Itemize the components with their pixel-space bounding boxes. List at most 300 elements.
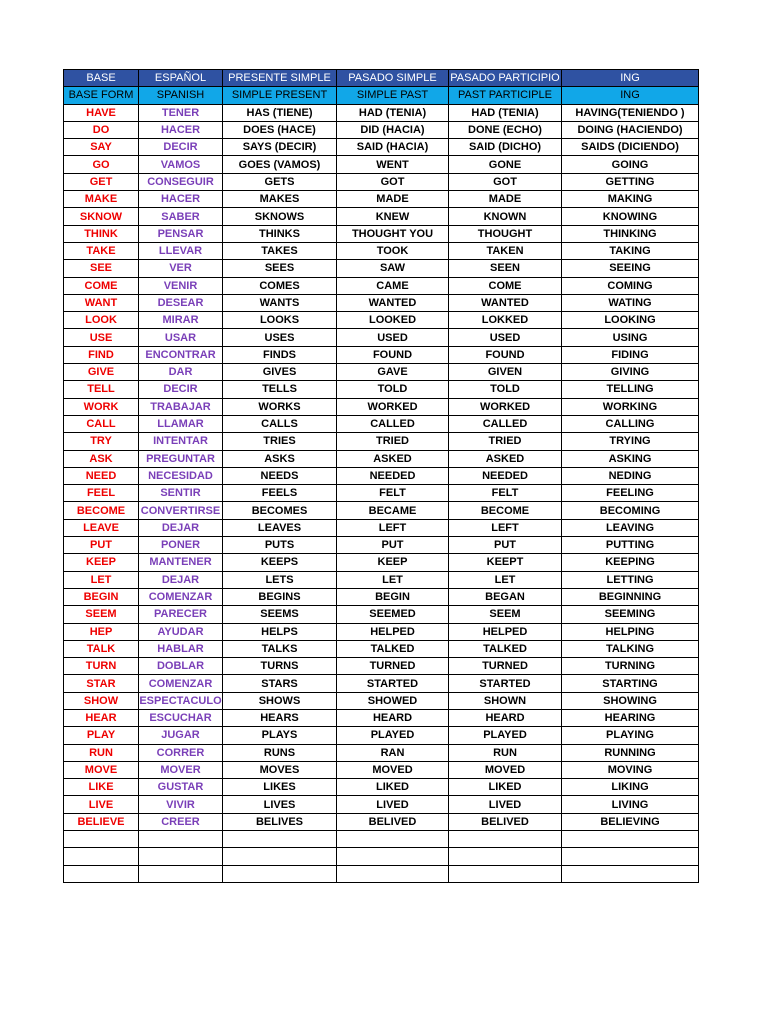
simple-past-cell: CALLED: [337, 415, 449, 432]
simple-present-cell: TALKS: [223, 640, 337, 657]
ing-form-cell: RUNNING: [562, 744, 699, 761]
simple-present-cell: WANTS: [223, 294, 337, 311]
header-cell: ING: [562, 87, 699, 104]
base-form-cell: SAY: [64, 139, 139, 156]
simple-past-cell: LIVED: [337, 796, 449, 813]
header-cell: ESPAÑOL: [139, 70, 223, 87]
table-row: [64, 796, 699, 813]
past-participle-cell: USED: [449, 329, 562, 346]
simple-past-cell: TRIED: [337, 433, 449, 450]
header-cell: SIMPLE PAST: [337, 87, 449, 104]
past-participle-cell: ASKED: [449, 450, 562, 467]
spanish-cell: TENER: [139, 104, 223, 121]
ing-form-cell: KEEPING: [562, 554, 699, 571]
base-form-cell: LIVE: [64, 796, 139, 813]
simple-present-cell: THINKS: [223, 225, 337, 242]
past-participle-cell: COME: [449, 277, 562, 294]
base-form-cell: MOVE: [64, 761, 139, 778]
table-row: [64, 606, 699, 623]
base-form-cell: NEED: [64, 467, 139, 484]
table-row: [64, 364, 699, 381]
table-row: [64, 502, 699, 519]
spanish-cell: DAR: [139, 364, 223, 381]
past-participle-cell: SAID (DICHO): [449, 139, 562, 156]
base-form-cell: MAKE: [64, 191, 139, 208]
simple-present-cell: MAKES: [223, 191, 337, 208]
base-form-cell: TURN: [64, 658, 139, 675]
table-row: [64, 139, 699, 156]
past-participle-cell: TOLD: [449, 381, 562, 398]
header-cell: PAST PARTICIPLE: [449, 87, 562, 104]
table-row: [64, 692, 699, 709]
table-row: [64, 450, 699, 467]
table-row: [64, 571, 699, 588]
simple-past-cell: SAID (HACIA): [337, 139, 449, 156]
table-row: [64, 433, 699, 450]
base-form-cell: TELL: [64, 381, 139, 398]
simple-present-cell: [223, 831, 337, 848]
past-participle-cell: [449, 848, 562, 865]
simple-past-cell: LEFT: [337, 519, 449, 536]
table-row: [64, 831, 699, 848]
past-participle-cell: PUT: [449, 537, 562, 554]
ing-form-cell: TALKING: [562, 640, 699, 657]
simple-past-cell: HELPED: [337, 623, 449, 640]
simple-present-cell: SHOWS: [223, 692, 337, 709]
simple-past-cell: [337, 848, 449, 865]
ing-form-cell: GETTING: [562, 173, 699, 190]
spanish-cell: ESCUCHAR: [139, 709, 223, 726]
simple-past-cell: BELIVED: [337, 813, 449, 830]
table-row: [64, 173, 699, 190]
spanish-cell: [139, 865, 223, 882]
ing-form-cell: [562, 848, 699, 865]
past-participle-cell: GONE: [449, 156, 562, 173]
ing-form-cell: WORKING: [562, 398, 699, 415]
simple-present-cell: HEARS: [223, 709, 337, 726]
header-cell: BASE FORM: [64, 87, 139, 104]
simple-present-cell: LETS: [223, 571, 337, 588]
past-participle-cell: HEARD: [449, 709, 562, 726]
spanish-cell: DECIR: [139, 139, 223, 156]
simple-past-cell: TURNED: [337, 658, 449, 675]
simple-present-cell: RUNS: [223, 744, 337, 761]
spanish-cell: PARECER: [139, 606, 223, 623]
spanish-cell: ESPECTACULO: [139, 692, 223, 709]
table-row: [64, 294, 699, 311]
base-form-cell: FEEL: [64, 485, 139, 502]
table-row: [64, 761, 699, 778]
spanish-cell: NECESIDAD: [139, 467, 223, 484]
simple-present-cell: WORKS: [223, 398, 337, 415]
past-participle-cell: SEEN: [449, 260, 562, 277]
past-participle-cell: TURNED: [449, 658, 562, 675]
simple-past-cell: [337, 831, 449, 848]
header-cell: ING: [562, 70, 699, 87]
spanish-cell: DEJAR: [139, 519, 223, 536]
simple-present-cell: BECOMES: [223, 502, 337, 519]
simple-past-cell: SHOWED: [337, 692, 449, 709]
table-row: [64, 588, 699, 605]
simple-present-cell: PUTS: [223, 537, 337, 554]
ing-form-cell: LOOKING: [562, 312, 699, 329]
simple-present-cell: LIVES: [223, 796, 337, 813]
table-row: [64, 260, 699, 277]
ing-form-cell: [562, 865, 699, 882]
base-form-cell: GET: [64, 173, 139, 190]
table-row: [64, 554, 699, 571]
simple-present-cell: MOVES: [223, 761, 337, 778]
past-participle-cell: TALKED: [449, 640, 562, 657]
table-row: [64, 346, 699, 363]
simple-present-cell: GOES (VAMOS): [223, 156, 337, 173]
past-participle-cell: PLAYED: [449, 727, 562, 744]
past-participle-cell: STARTED: [449, 675, 562, 692]
simple-present-cell: SEES: [223, 260, 337, 277]
base-form-cell: LIKE: [64, 779, 139, 796]
simple-present-cell: NEEDS: [223, 467, 337, 484]
ing-form-cell: KNOWING: [562, 208, 699, 225]
simple-present-cell: LOOKS: [223, 312, 337, 329]
table-row: [64, 121, 699, 138]
simple-past-cell: MOVED: [337, 761, 449, 778]
simple-past-cell: KEEP: [337, 554, 449, 571]
past-participle-cell: DONE (ECHO): [449, 121, 562, 138]
simple-past-cell: SAW: [337, 260, 449, 277]
base-form-cell: PLAY: [64, 727, 139, 744]
ing-form-cell: DOING (HACIENDO): [562, 121, 699, 138]
header-cell: SPANISH: [139, 87, 223, 104]
simple-past-cell: PUT: [337, 537, 449, 554]
spanish-cell: GUSTAR: [139, 779, 223, 796]
ing-form-cell: SHOWING: [562, 692, 699, 709]
table-row: [64, 208, 699, 225]
ing-form-cell: USING: [562, 329, 699, 346]
table-row: [64, 744, 699, 761]
past-participle-cell: WANTED: [449, 294, 562, 311]
past-participle-cell: GOT: [449, 173, 562, 190]
past-participle-cell: LIKED: [449, 779, 562, 796]
simple-past-cell: THOUGHT YOU: [337, 225, 449, 242]
simple-past-cell: TOLD: [337, 381, 449, 398]
ing-form-cell: TURNING: [562, 658, 699, 675]
ing-form-cell: SEEING: [562, 260, 699, 277]
past-participle-cell: BECOME: [449, 502, 562, 519]
table-row: [64, 623, 699, 640]
simple-past-cell: ASKED: [337, 450, 449, 467]
simple-present-cell: TAKES: [223, 242, 337, 259]
base-form-cell: SEEM: [64, 606, 139, 623]
simple-past-cell: BECAME: [337, 502, 449, 519]
simple-present-cell: BELIVES: [223, 813, 337, 830]
ing-form-cell: TELLING: [562, 381, 699, 398]
base-form-cell: [64, 848, 139, 865]
base-form-cell: RUN: [64, 744, 139, 761]
spanish-cell: TRABAJAR: [139, 398, 223, 415]
ing-form-cell: FIDING: [562, 346, 699, 363]
simple-present-cell: STARS: [223, 675, 337, 692]
past-participle-cell: BELIVED: [449, 813, 562, 830]
base-form-cell: LEAVE: [64, 519, 139, 536]
table-row: [64, 485, 699, 502]
ing-form-cell: LIVING: [562, 796, 699, 813]
ing-form-cell: COMING: [562, 277, 699, 294]
header-cell: PASADO PARTICIPIO: [449, 70, 562, 87]
past-participle-cell: KEEPT: [449, 554, 562, 571]
ing-form-cell: BELIEVING: [562, 813, 699, 830]
base-form-cell: ASK: [64, 450, 139, 467]
base-form-cell: THINK: [64, 225, 139, 242]
table-row: [64, 675, 699, 692]
simple-present-cell: SAYS (DECIR): [223, 139, 337, 156]
spanish-cell: ENCONTRAR: [139, 346, 223, 363]
ing-form-cell: CALLING: [562, 415, 699, 432]
ing-form-cell: BEGINNING: [562, 588, 699, 605]
spanish-cell: VAMOS: [139, 156, 223, 173]
simple-present-cell: LEAVES: [223, 519, 337, 536]
past-participle-cell: BEGAN: [449, 588, 562, 605]
spanish-cell: PREGUNTAR: [139, 450, 223, 467]
simple-past-cell: LIKED: [337, 779, 449, 796]
simple-past-cell: SEEMED: [337, 606, 449, 623]
past-participle-cell: TAKEN: [449, 242, 562, 259]
spanish-cell: HABLAR: [139, 640, 223, 657]
base-form-cell: STAR: [64, 675, 139, 692]
table-row: [64, 519, 699, 536]
simple-present-cell: FINDS: [223, 346, 337, 363]
spanish-cell: MIRAR: [139, 312, 223, 329]
table-row: [64, 398, 699, 415]
simple-past-cell: BEGIN: [337, 588, 449, 605]
header-cell: SIMPLE PRESENT: [223, 87, 337, 104]
spanish-cell: [139, 848, 223, 865]
past-participle-cell: WORKED: [449, 398, 562, 415]
table-row: [64, 225, 699, 242]
base-form-cell: WORK: [64, 398, 139, 415]
table-row: [64, 381, 699, 398]
base-form-cell: LET: [64, 571, 139, 588]
ing-form-cell: [562, 831, 699, 848]
base-form-cell: PUT: [64, 537, 139, 554]
past-participle-cell: FELT: [449, 485, 562, 502]
simple-present-cell: GETS: [223, 173, 337, 190]
ing-form-cell: TAKING: [562, 242, 699, 259]
past-participle-cell: NEEDED: [449, 467, 562, 484]
past-participle-cell: LOKKED: [449, 312, 562, 329]
base-form-cell: SKNOW: [64, 208, 139, 225]
simple-present-cell: TRIES: [223, 433, 337, 450]
base-form-cell: GIVE: [64, 364, 139, 381]
ing-form-cell: HELPING: [562, 623, 699, 640]
base-form-cell: HEP: [64, 623, 139, 640]
past-participle-cell: SEEM: [449, 606, 562, 623]
ing-form-cell: PUTTING: [562, 537, 699, 554]
ing-form-cell: TRYING: [562, 433, 699, 450]
spanish-cell: VER: [139, 260, 223, 277]
ing-form-cell: NEDING: [562, 467, 699, 484]
base-form-cell: SEE: [64, 260, 139, 277]
base-form-cell: FIND: [64, 346, 139, 363]
simple-past-cell: DID (HACIA): [337, 121, 449, 138]
simple-present-cell: [223, 865, 337, 882]
base-form-cell: GO: [64, 156, 139, 173]
spanish-cell: HACER: [139, 191, 223, 208]
simple-present-cell: HELPS: [223, 623, 337, 640]
spanish-cell: CORRER: [139, 744, 223, 761]
simple-present-cell: DOES (HACE): [223, 121, 337, 138]
table-row: [64, 848, 699, 865]
spanish-cell: COMENZAR: [139, 588, 223, 605]
header-cell: BASE: [64, 70, 139, 87]
simple-present-cell: SEEMS: [223, 606, 337, 623]
simple-past-cell: WORKED: [337, 398, 449, 415]
past-participle-cell: MADE: [449, 191, 562, 208]
base-form-cell: HAVE: [64, 104, 139, 121]
ing-form-cell: STARTING: [562, 675, 699, 692]
ing-form-cell: LETTING: [562, 571, 699, 588]
past-participle-cell: GIVEN: [449, 364, 562, 381]
simple-past-cell: HAD (TENIA): [337, 104, 449, 121]
simple-past-cell: FOUND: [337, 346, 449, 363]
simple-past-cell: KNEW: [337, 208, 449, 225]
spanish-cell: DECIR: [139, 381, 223, 398]
base-form-cell: WANT: [64, 294, 139, 311]
spanish-cell: LLAMAR: [139, 415, 223, 432]
table-row: [64, 191, 699, 208]
simple-past-cell: GAVE: [337, 364, 449, 381]
simple-past-cell: LET: [337, 571, 449, 588]
spanish-cell: USAR: [139, 329, 223, 346]
past-participle-cell: [449, 865, 562, 882]
ing-form-cell: SEEMING: [562, 606, 699, 623]
past-participle-cell: HAD (TENIA): [449, 104, 562, 121]
simple-present-cell: ASKS: [223, 450, 337, 467]
ing-form-cell: GOING: [562, 156, 699, 173]
simple-present-cell: GIVES: [223, 364, 337, 381]
past-participle-cell: HELPED: [449, 623, 562, 640]
past-participle-cell: KNOWN: [449, 208, 562, 225]
simple-present-cell: SKNOWS: [223, 208, 337, 225]
simple-present-cell: USES: [223, 329, 337, 346]
base-form-cell: TALK: [64, 640, 139, 657]
spanish-cell: INTENTAR: [139, 433, 223, 450]
table-row: [64, 813, 699, 830]
header-row-spanish: [64, 70, 699, 87]
spanish-cell: CREER: [139, 813, 223, 830]
ing-form-cell: PLAYING: [562, 727, 699, 744]
ing-form-cell: MOVING: [562, 761, 699, 778]
simple-past-cell: RAN: [337, 744, 449, 761]
ing-form-cell: SAIDS (DICIENDO): [562, 139, 699, 156]
base-form-cell: BEGIN: [64, 588, 139, 605]
table-row: [64, 312, 699, 329]
simple-past-cell: CAME: [337, 277, 449, 294]
base-form-cell: BECOME: [64, 502, 139, 519]
header-cell: PRESENTE SIMPLE: [223, 70, 337, 87]
table-row: [64, 640, 699, 657]
base-form-cell: DO: [64, 121, 139, 138]
spanish-cell: PONER: [139, 537, 223, 554]
simple-present-cell: KEEPS: [223, 554, 337, 571]
base-form-cell: [64, 865, 139, 882]
base-form-cell: TAKE: [64, 242, 139, 259]
base-form-cell: COME: [64, 277, 139, 294]
base-form-cell: TRY: [64, 433, 139, 450]
table-row: [64, 415, 699, 432]
simple-present-cell: HAS (TIENE): [223, 104, 337, 121]
past-participle-cell: CALLED: [449, 415, 562, 432]
ing-form-cell: ASKING: [562, 450, 699, 467]
ing-form-cell: HEARING: [562, 709, 699, 726]
ing-form-cell: GIVING: [562, 364, 699, 381]
spanish-cell: COMENZAR: [139, 675, 223, 692]
simple-present-cell: BEGINS: [223, 588, 337, 605]
spanish-cell: MOVER: [139, 761, 223, 778]
simple-past-cell: TOOK: [337, 242, 449, 259]
base-form-cell: BELIEVE: [64, 813, 139, 830]
spanish-cell: VENIR: [139, 277, 223, 294]
base-form-cell: [64, 831, 139, 848]
simple-past-cell: NEEDED: [337, 467, 449, 484]
table-row: [64, 104, 699, 121]
ing-form-cell: FEELING: [562, 485, 699, 502]
past-participle-cell: TRIED: [449, 433, 562, 450]
past-participle-cell: MOVED: [449, 761, 562, 778]
past-participle-cell: FOUND: [449, 346, 562, 363]
spanish-cell: JUGAR: [139, 727, 223, 744]
simple-past-cell: PLAYED: [337, 727, 449, 744]
ing-form-cell: WATING: [562, 294, 699, 311]
spanish-cell: DESEAR: [139, 294, 223, 311]
ing-form-cell: MAKING: [562, 191, 699, 208]
simple-past-cell: MADE: [337, 191, 449, 208]
spanish-cell: CONVERTIRSE: [139, 502, 223, 519]
past-participle-cell: LEFT: [449, 519, 562, 536]
table-row: [64, 537, 699, 554]
verb-conjugation-table: [63, 69, 699, 883]
simple-present-cell: COMES: [223, 277, 337, 294]
ing-form-cell: BECOMING: [562, 502, 699, 519]
header-cell: PASADO SIMPLE: [337, 70, 449, 87]
simple-present-cell: TELLS: [223, 381, 337, 398]
simple-past-cell: TALKED: [337, 640, 449, 657]
spanish-cell: SABER: [139, 208, 223, 225]
table-row: [64, 156, 699, 173]
spanish-cell: DEJAR: [139, 571, 223, 588]
base-form-cell: KEEP: [64, 554, 139, 571]
spanish-cell: VIVIR: [139, 796, 223, 813]
spanish-cell: CONSEGUIR: [139, 173, 223, 190]
base-form-cell: CALL: [64, 415, 139, 432]
simple-present-cell: LIKES: [223, 779, 337, 796]
simple-past-cell: WENT: [337, 156, 449, 173]
table-row: [64, 467, 699, 484]
table-row: [64, 242, 699, 259]
simple-past-cell: [337, 865, 449, 882]
table-row: [64, 658, 699, 675]
table-row: [64, 329, 699, 346]
ing-form-cell: LEAVING: [562, 519, 699, 536]
spanish-cell: AYUDAR: [139, 623, 223, 640]
past-participle-cell: LIVED: [449, 796, 562, 813]
simple-present-cell: TURNS: [223, 658, 337, 675]
spanish-cell: LLEVAR: [139, 242, 223, 259]
past-participle-cell: SHOWN: [449, 692, 562, 709]
spanish-cell: PENSAR: [139, 225, 223, 242]
base-form-cell: SHOW: [64, 692, 139, 709]
base-form-cell: HEAR: [64, 709, 139, 726]
spanish-cell: DOBLAR: [139, 658, 223, 675]
